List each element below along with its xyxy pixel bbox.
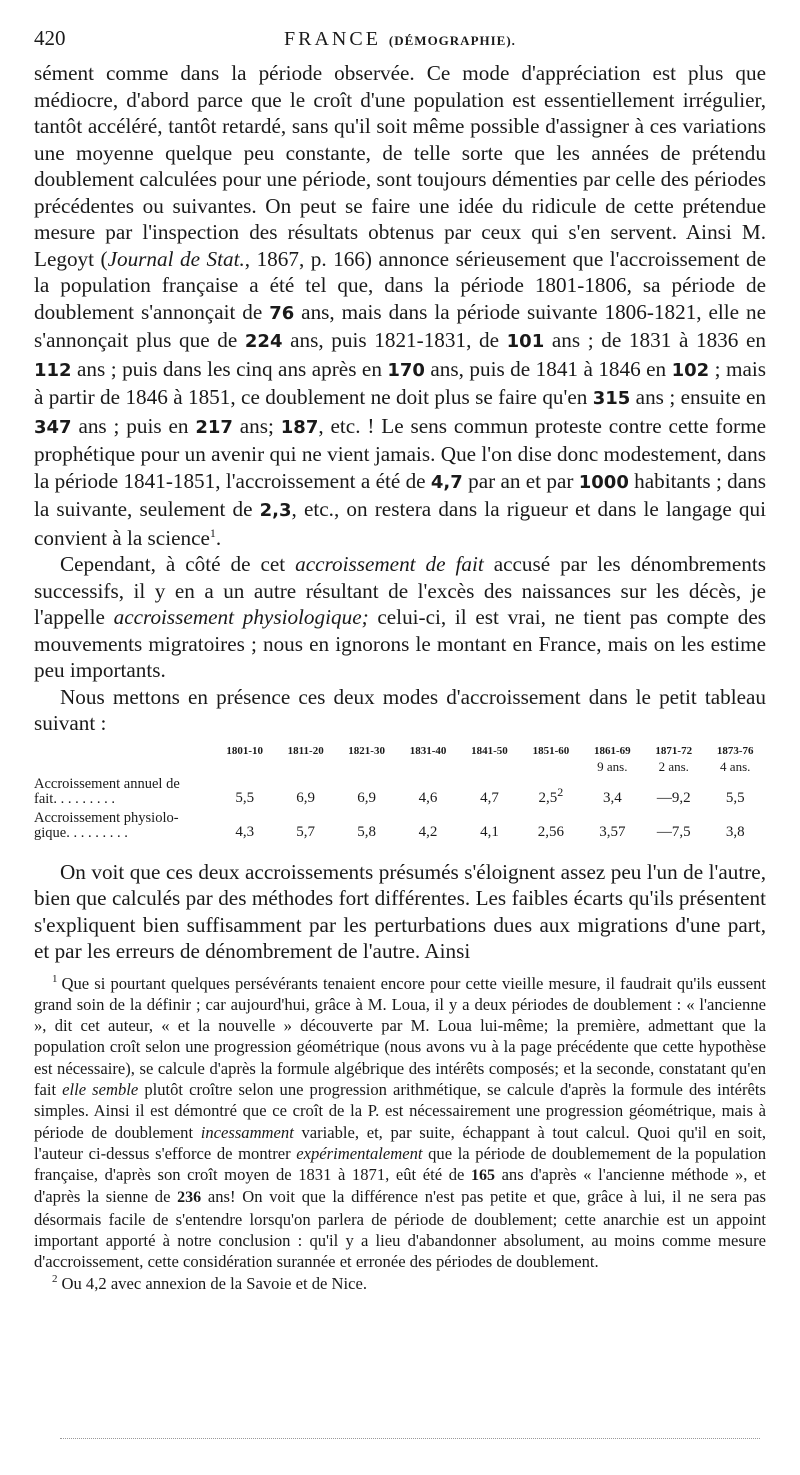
text-run: ans, puis de 1841 à 1846 en: [424, 356, 672, 381]
text-run: ans ; puis en: [71, 413, 196, 438]
text-run: .: [215, 525, 222, 550]
text-run: ans, mais dans la période suivante 1806-1821, elle ne s'annonçait plus que de: [34, 299, 766, 352]
page-number: 420: [34, 26, 66, 50]
value-347: 347: [34, 416, 72, 438]
table-cell: 5,5: [725, 789, 745, 806]
table-cell: 3,4: [602, 789, 622, 806]
text-run: plutôt croître selon une progression arithmétique, se calcule d'après la formule des intérêts simples. Ainsi il est démontré que ce croît de la P. est nécessairement une progression géométrique, mais à période de doublement: [34, 1079, 766, 1142]
paragraph-2: [34, 551, 766, 684]
running-header: [34, 26, 766, 60]
col-sub: 4 ans.: [720, 758, 751, 774]
col-1871-72: [643, 743, 704, 777]
footnote-1: [34, 973, 766, 1273]
col-1861-69: [582, 743, 643, 777]
value-315: 315: [592, 388, 631, 409]
italic-term: expérimentalement: [296, 1143, 423, 1163]
italic-term: accroissement de fait: [295, 552, 484, 576]
paragraph-1: [34, 60, 766, 551]
table-cell: 3,8: [725, 823, 745, 840]
row-label-line: Accroissement physiolo-: [34, 809, 179, 826]
text-run: ans, puis 1821-1831, de: [282, 328, 507, 352]
value-224: 224: [244, 331, 283, 352]
table-cell: 5,5: [235, 789, 255, 806]
footnote-mark: 2: [52, 1273, 58, 1286]
growth-table: [34, 743, 766, 841]
journal-title: Journal de Stat.: [107, 246, 245, 271]
table-cell: —9,2: [656, 789, 691, 806]
italic-term: elle semble: [62, 1079, 139, 1099]
table-cell: 2,56: [537, 823, 565, 840]
text-run: , etc., on restera dans la rigueur et dans le langage qui convient à la science: [34, 497, 766, 550]
text-run: , 1867, p. 166) annonce sérieusement que l'accroissement de la population française a été tel que, dans la période 1801-1806, sa période de doublement s'annonçait de: [34, 246, 766, 324]
table-cell: 4,2: [418, 823, 438, 840]
value-4-7: 4,7: [430, 471, 463, 493]
col-1841-50: [459, 743, 520, 777]
text-run: Ou 4,2 avec annexion de la Savoie et de Nice.: [61, 1273, 367, 1293]
value-217: 217: [195, 416, 233, 438]
col-1811-20: [275, 743, 336, 777]
col-period: 1811-20: [287, 744, 324, 757]
table-cell: —7,5: [656, 823, 691, 840]
col-period: 1821-30: [348, 744, 385, 757]
text-run: celui-ci, il est vrai, ne tient pas compte des mouvements migratoires ; nous en ignorons le montant en France, mais on les estime peu importants.: [34, 605, 766, 682]
cell-value: 2,5: [538, 789, 558, 806]
value-76: 76: [269, 302, 295, 324]
table-cell: 5,7: [296, 823, 316, 840]
row-label: [34, 777, 214, 811]
col-period: 1851-60: [532, 744, 570, 757]
text-run: ; mais à partir de 1846 à 1851, ce doublement ne doit plus se faire qu'en: [34, 356, 766, 409]
text-run: ans ; de 1831 à 1836 en: [544, 328, 766, 352]
text-run: ans ; puis dans les cinq ans après en: [71, 356, 388, 381]
col-1821-30: [336, 743, 397, 777]
col-period: 1801-10: [226, 744, 264, 757]
text-run: que la période de doublemement de la population française, d'après son croît moyen de 1831 à 1871, eût été de: [34, 1143, 766, 1185]
running-title: [284, 28, 766, 51]
paragraph-3: Nous mettons en présence ces deux modes d'accroissement dans le petit tableau suivant :: [34, 684, 766, 735]
table-cell: 6,9: [357, 789, 376, 806]
footnotes: [34, 973, 766, 1294]
table-corner: [34, 743, 214, 777]
text-run: Cependant, à côté de cet: [60, 552, 296, 576]
footnote-mark: 1: [52, 972, 58, 985]
value-165: 165: [470, 1167, 495, 1185]
col-period: 1831-40: [409, 744, 447, 757]
text-run: ans;: [232, 413, 281, 438]
text-run: sément comme dans la période observée. Ce mode d'appréciation est plus que médiocre, d'abord parce que le croît d'une population est essentiellement irrégulier, tantôt accéléré, tantôt retardé, sans qu'il soit même possible d'assigner à ces variations une moyenne quelque peu constante, de telle sorte que les années de prétendu doublement calculées pour une période, sont toujours démenties par celle des périodes précédentes ou suivantes. On peut se faire une idée du ridicule de cette prétendue mesure par l'inspection des résultats obtenus par ceux qui s'en servent. Ainsi M. Legoyt (: [34, 61, 766, 271]
table-row-fait: [34, 777, 766, 811]
text-run: ans d'après « l'ancienne méthode », et d'après la sienne de: [34, 1165, 766, 1207]
bottom-dotted-rule: [60, 1438, 760, 1439]
footnote-ref-1: 1: [209, 525, 216, 540]
footnote-2: [34, 1273, 766, 1294]
running-title-sub: (DÉMOGRAPHIE).: [388, 33, 516, 48]
footnote-ref-2: 2: [557, 784, 564, 799]
value-112: 112: [34, 359, 72, 381]
text-run: habitants ; dans la suivante, seulement de: [34, 468, 767, 521]
col-1851-60: [520, 743, 581, 777]
row-label: [34, 811, 214, 841]
value-101: 101: [506, 331, 545, 352]
table-cell: 4,3: [235, 823, 255, 840]
table-cell: 3,57: [599, 823, 626, 840]
value-1000: 1000: [578, 471, 629, 493]
col-period: 1871-72: [655, 744, 693, 757]
col-sub: 2 ans.: [658, 758, 689, 774]
text-run: , etc. ! Le sens commun proteste contre cette forme prophétique pour un avenir qui ne vient jamais. Que l'on dise donc modestement, dans la période 1841-1851, l'accroissement a été de: [34, 413, 766, 493]
value-170: 170: [387, 359, 425, 381]
paragraph-4: On voit que ces deux accroissements présumés s'éloignent assez peu l'un de l'autre, bien que calculés par des méthodes fort différentes. Les faibles écarts qu'ils présentent s'expliquent bien suffisamment par les perturbations dues aux migrations d'une part, et par les erreurs de dénombrement de l'autre. Ainsi: [34, 859, 766, 963]
text-run: ans! On voit que la différence n'est pas petite et que, grâce à lui, il ne sera pas désormais facile de s'entendre lorsqu'on parlera de période de doublement; cette anarchie est un appoint important apporté à notre conclusion : qu'il y a lieu d'abandonner absolument, au moins comme mesure d'accroissement, cette considération surannée et erronée des périodes de doublement.: [34, 1187, 767, 1272]
text-run: Que si pourtant quelques persévérants tenaient encore pour cette vieille mesure, il faudrait qu'ils eussent grand soin de la définir ; car aujourd'hui, grâce à M. Loua, il y a deux périodes de doublement : « l'ancienne », dit cet auteur, « et la nouvelle » découverte par M. Loua lui-même; la première, admettant que la population croît selon une progression géométrique (nous avons vu à la page précédente que cette hypothèse est nécessaire), se calcule d'après la formule algébrique des intérêts composés; et la seconde, constatant qu'en fait: [34, 973, 766, 1099]
text-run: par an et par: [462, 468, 579, 493]
table-cell: 6,9: [296, 789, 316, 806]
col-1873-76: [704, 743, 766, 777]
table-cell-marked: [520, 777, 581, 811]
running-title-main: FRANCE: [284, 28, 381, 50]
value-102: 102: [671, 359, 710, 381]
table-row-physiologique: [34, 811, 766, 841]
italic-term: accroissement physiologique;: [113, 605, 369, 629]
text-run: ans ; ensuite en: [630, 385, 766, 409]
table-cell: 4,1: [480, 823, 499, 840]
col-period: 1861-69: [593, 744, 631, 757]
value-236: 236: [177, 1189, 202, 1207]
row-label-line: Accroissement annuel de: [34, 775, 180, 792]
table-cell: 4,7: [480, 789, 499, 806]
italic-term: incessamment: [200, 1122, 294, 1142]
row-label-line: gique. . . . . . . . .: [34, 824, 128, 841]
value-187: 187: [280, 416, 319, 438]
row-label-line: fait. . . . . . . . .: [34, 790, 115, 807]
text-run: variable, et, par suite, échappant à tout calcul. Quoi qu'il en soit, l'auteur ci-dessus s'efforce de montrer: [34, 1122, 766, 1163]
value-2-3: 2,3: [259, 500, 292, 521]
col-sub: 9 ans.: [597, 758, 628, 774]
col-1801-10: [214, 743, 275, 777]
col-period: 1873-76: [716, 744, 754, 757]
table-cell: 5,8: [357, 823, 376, 840]
table-cell: 4,6: [418, 789, 438, 806]
col-1831-40: [397, 743, 458, 777]
table-header-row: [34, 743, 766, 777]
col-period: 1841-50: [471, 744, 508, 757]
text-run: accusé par les dénombrements successifs, il y en a un autre résultant de l'excès des naissances sur les décès, je l'appelle: [34, 552, 766, 629]
